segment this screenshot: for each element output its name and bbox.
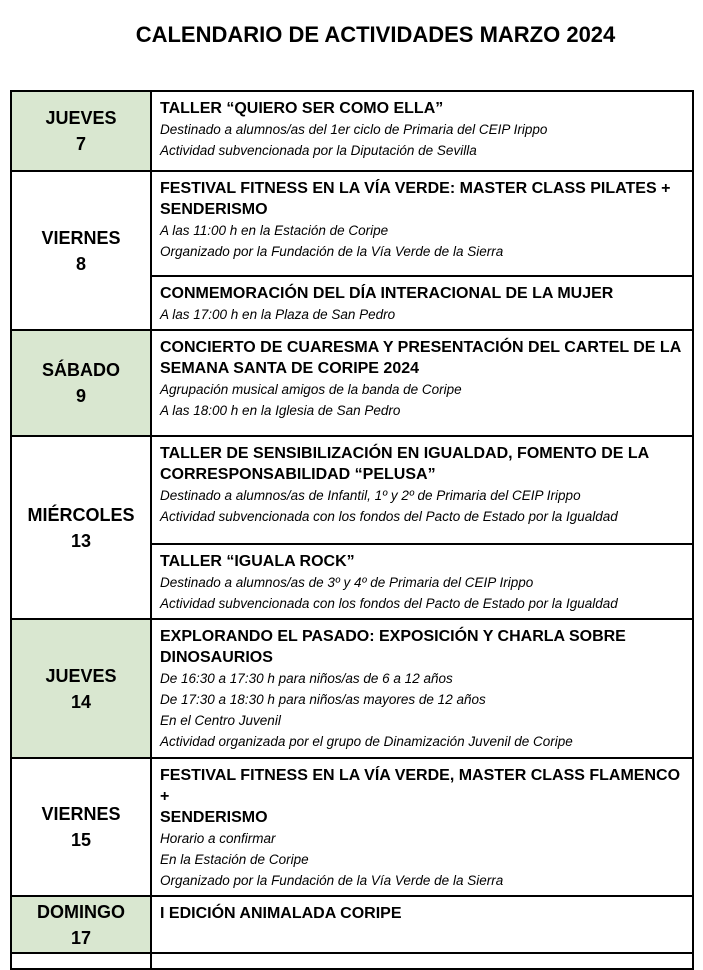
activity-detail: Destinado a alumnos/as de Infantil, 1º y 2º de Primaria del CEIP Irippo [160,488,581,503]
day-activities [152,172,692,329]
day-activities [152,954,692,968]
day-row [12,92,692,170]
activity-detail: En el Centro Juvenil [160,713,281,728]
activity-cell [152,172,692,275]
activity-title: TALLER “QUIERO SER COMO ELLA” [160,100,444,117]
activity-title: CONCIERTO DE CUARESMA Y PRESENTACIÓN DEL CARTEL DE LA SEMANA SANTA DE CORIPE 2024 [160,339,682,377]
activity-title: FESTIVAL FITNESS EN LA VÍA VERDE: MASTER CLASS PILATES + SENDERISMO [160,180,671,218]
activity-title: TALLER DE SENSIBILIZACIÓN EN IGUALDAD, FOMENTO DE LA CORRESPONSABILIDAD “PELUSA” [160,445,650,483]
activity-title: CONMEMORACIÓN DEL DÍA INTERACIONAL DE LA MUJER [160,285,614,302]
activity-detail: Actividad subvencionada con los fondos del Pacto de Estado por la Igualdad [160,596,618,611]
day-activities [152,759,692,895]
day-cell [12,759,152,895]
activity-detail: A las 11:00 h en la Estación de Coripe [160,223,389,238]
activity-detail: De 17:30 a 18:30 h para niños/as mayores de 12 años [160,692,486,707]
day-cell [12,954,152,968]
activity-detail: De 16:30 a 17:30 h para niños/as de 6 a 12 años [160,671,453,686]
day-number: 9 [75,386,86,406]
activity-detail: A las 18:00 h en la Iglesia de San Pedro [160,403,401,418]
day-cell [12,620,152,757]
day-activities [152,437,692,618]
day-name: DOMINGO [37,901,125,922]
activity-cell [152,437,692,543]
day-cell [12,897,152,952]
day-activities [152,331,692,435]
activity-cell [152,759,692,895]
day-activities [152,92,692,170]
day-activities [152,897,692,952]
day-name: VIERNES [41,227,121,248]
day-number: 7 [75,134,86,154]
activity-cell [152,331,692,435]
day-row [12,618,692,757]
day-row [12,329,692,435]
activity-detail: Actividad subvencionada con los fondos del Pacto de Estado por la Igualdad [160,509,618,524]
day-cell [12,92,152,170]
day-row [12,895,692,952]
day-number: 14 [70,691,92,712]
activity-title: TALLER “IGUALA ROCK” [160,553,355,570]
activity-detail: Actividad subvencionada por la Diputación de Sevilla [160,143,477,158]
day-number: 17 [70,927,92,948]
activity-title: EXPLORANDO EL PASADO: EXPOSICIÓN Y CHARLA SOBRE DINOSAURIOS [160,628,626,666]
activity-detail: Agrupación musical amigos de la banda de Coripe [160,382,462,397]
activity-detail: Horario a confirmar [160,831,276,846]
day-cell [12,437,152,618]
activity-cell [152,275,692,329]
activity-cell [152,543,692,618]
activity-detail: En la Estación de Coripe [160,852,309,867]
activity-title: FESTIVAL FITNESS EN LA VÍA VERDE, MASTER CLASS FLAMENCO + SENDERISMO [160,767,681,826]
activity-detail: A las 17:00 h en la Plaza de San Pedro [160,307,396,322]
activity-title: I EDICIÓN ANIMALADA CORIPE [160,905,402,922]
activity-detail: Actividad organizada por el grupo de Dinamización Juvenil de Coripe [160,734,573,749]
day-name: VIERNES [41,804,121,824]
day-activities [152,620,692,757]
partial-day-row [12,952,692,968]
day-name: JUEVES [45,108,117,128]
activity-detail: Organizado por la Fundación de la Vía Verde de la Sierra [160,873,504,888]
activity-cell [152,620,692,757]
day-number: 13 [70,530,92,551]
activity-cell [152,92,692,170]
day-number: 8 [75,253,86,274]
activity-detail: Organizado por la Fundación de la Vía Verde de la Sierra [160,244,504,259]
activity-detail: Destinado a alumnos/as del 1er ciclo de Primaria del CEIP Irippo [160,122,548,137]
day-cell [12,172,152,329]
day-name: JUEVES [45,665,117,686]
activity-cell [152,897,692,952]
day-name: MIÉRCOLES [27,504,135,525]
day-row [12,435,692,618]
day-row [12,757,692,895]
activity-detail: Destinado a alumnos/as de 3º y 4º de Primaria del CEIP Irippo [160,575,534,590]
day-number: 15 [70,830,92,850]
day-cell [12,331,152,435]
page-title: CALENDARIO DE ACTIVIDADES MARZO 2024 [135,22,616,47]
day-name: SÁBADO [41,360,120,380]
day-row [12,170,692,329]
calendar-table [10,90,694,970]
